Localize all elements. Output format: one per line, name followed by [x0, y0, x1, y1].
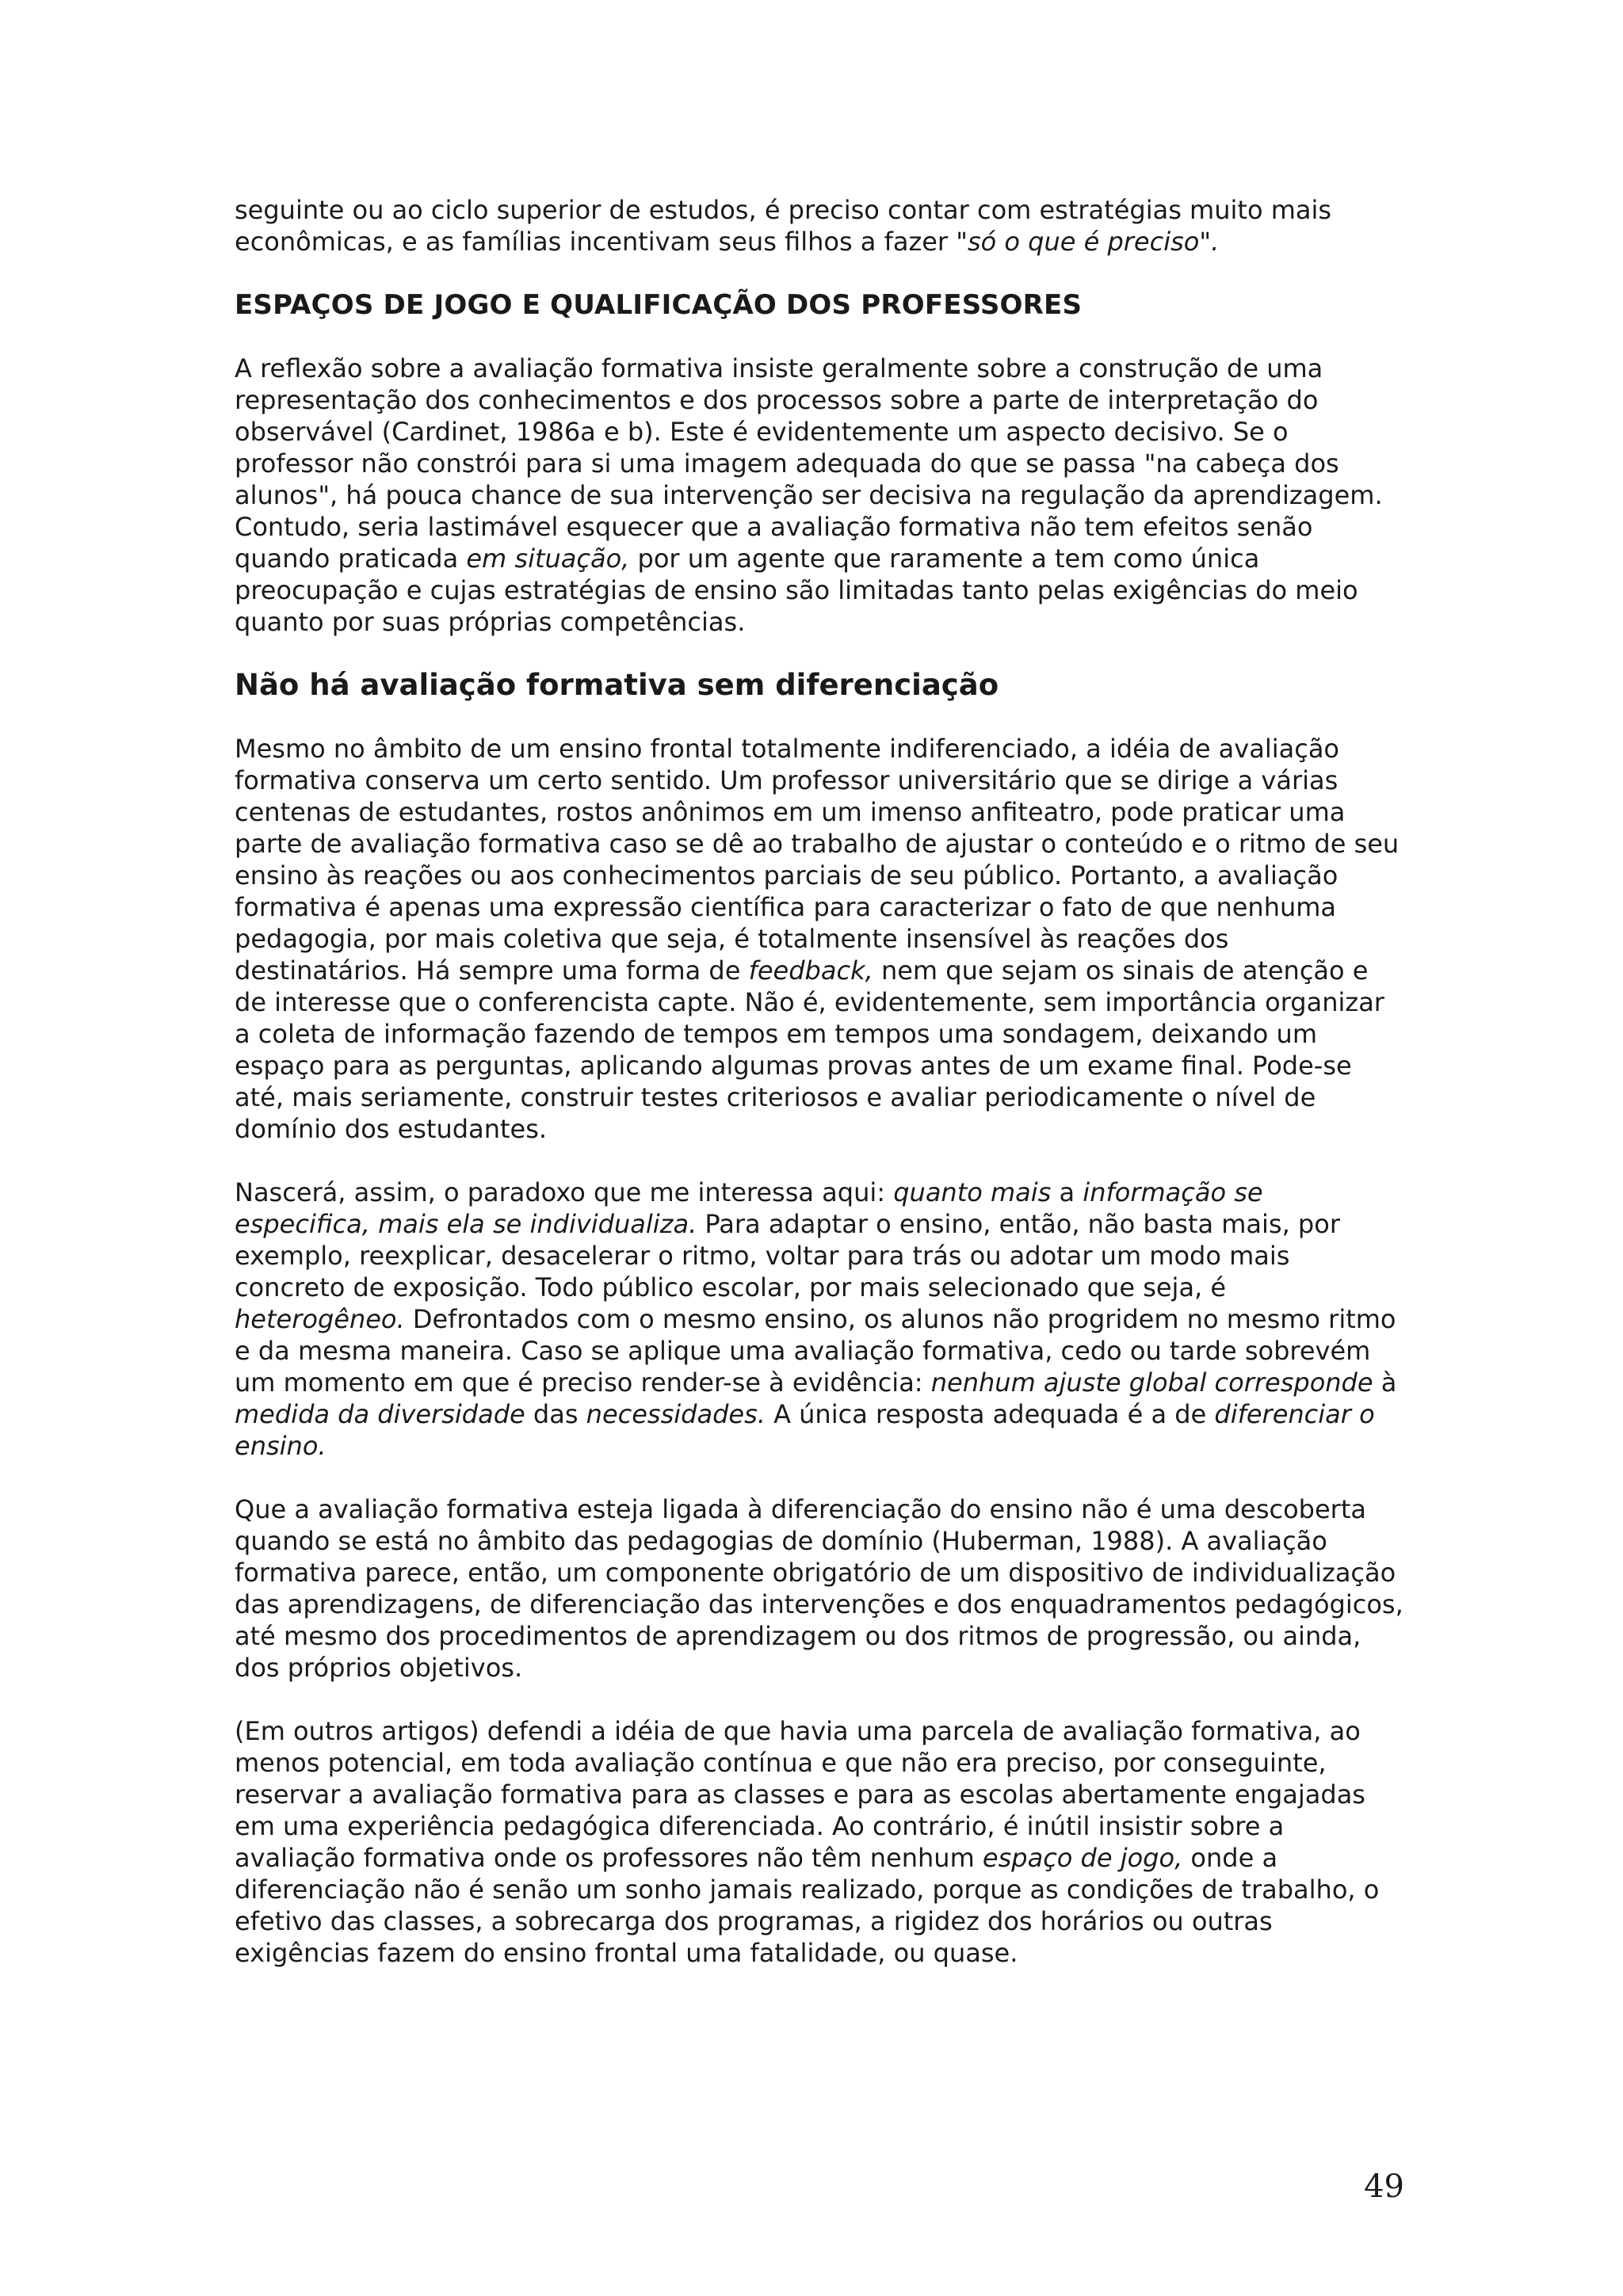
page-content: [235, 194, 1403, 1969]
text-segment: das: [525, 1399, 586, 1429]
subsection-heading: Não há avaliação formativa sem diferenciação: [235, 668, 999, 702]
text-segment: nem que sejam os sinais de atenção e de interesse que o conferencista capte. Não é, evidentemente, sem importância organizar a coleta de informação fazendo de tempos em tempos uma sondagem, deixando um espaço para as perguntas, aplicando algumas provas antes de um exame final. Pode-se até, mais seriamente, construir testes criteriosos e avaliar periodicamente o nível de domínio dos estudantes.: [235, 955, 1384, 1144]
body-paragraph-4: [235, 1715, 1403, 1969]
text-segment: A reflexão sobre a avaliação formativa insiste geralmente sobre a construção de uma representação dos conhecimentos e dos processos sobre a parte de interpretação do observável (Cardinet, 1986a e b). Este é evidentemente um aspecto decisivo. Se o professor não constrói para si uma imagem adequada do que se passa "na cabeça dos alunos", há pouca chance de sua intervenção ser decisiva na regulação da aprendizagem. Contudo, seria lastimável esquecer que a avaliação formativa não tem efeitos senão quando praticada: [235, 353, 1383, 574]
body-paragraph-1: [235, 733, 1403, 1145]
italic-text-segment: medida da diversidade: [235, 1399, 525, 1429]
italic-text-segment: informação se especifica, mais ela se individualiza.: [235, 1177, 1263, 1239]
text-segment: A única resposta adequada é a de: [765, 1399, 1215, 1429]
text-segment: (Em outros artigos) defendi a idéia de que havia uma parcela de avaliação formativa, ao menos potencial, em toda avaliação contínua e que não era preciso, por conseguinte, reservar a avaliação formativa para as classes e para as escolas abertamente engajadas em uma experiência pedagógica diferenciada. Ao contrário, é inútil insistir sobre a avaliação formativa onde os professores não têm nenhum: [235, 1716, 1365, 1873]
text-segment: Mesmo no âmbito de um ensino frontal totalmente indiferenciado, a idéia de avaliação formativa conserva um certo sentido. Um professor universitário que se dirige a várias centenas de estudantes, rostos anônimos em um imenso anfiteatro, pode praticar uma parte de avaliação formativa caso se dê ao trabalho de ajustar o conteúdo e o ritmo de seu ensino às reações ou aos conhecimentos parciais de seu público. Portanto, a avaliação formativa é apenas uma expressão científica para caracterizar o fato de que nenhuma pedagogia, por mais coletiva que seja, é totalmente insensível às reações dos destinatários. Há sempre uma forma de: [235, 734, 1400, 986]
italic-text-segment: feedback,: [748, 955, 873, 986]
section-paragraph: [235, 353, 1403, 638]
text-segment: Que a avaliação formativa esteja ligada à diferenciação do ensino não é uma descoberta quando se está no âmbito das pedagogias de domínio (Huberman, 1988). A avaliação formativa parece, então, um componente obrigatório de um dispositivo de individualização das aprendizagens, de diferenciação das intervenções e dos enquadramentos pedagógicos, até mesmo dos procedimentos de aprendizagem ou dos ritmos de progressão, ou ainda, dos próprios objetivos.: [235, 1494, 1403, 1683]
text-segment: à: [1373, 1367, 1397, 1398]
italic-text-segment: espaço de jogo,: [982, 1843, 1183, 1873]
italic-text-segment: quanto mais: [893, 1177, 1052, 1207]
italic-text-segment: heterogêneo.: [235, 1304, 405, 1334]
body-paragraph-3: [235, 1493, 1403, 1684]
body-paragraph-2: [235, 1177, 1403, 1462]
text-segment: seguinte ou ao ciclo superior de estudos, é preciso contar com estratégias muito mais econômicas, e as famílias incentivam seus filhos a fazer: [235, 195, 1332, 257]
italic-text-segment: necessidades.: [586, 1399, 766, 1429]
text-segment: a: [1051, 1177, 1083, 1207]
text-segment: onde a diferenciação não é senão um sonho jamais realizado, porque as condições de trabalho, o efetivo das classes, a sobrecarga dos programas, a rigidez dos horários ou outras exigências fazem do ensino frontal uma fatalidade, ou quase.: [235, 1843, 1380, 1968]
italic-text-segment: "só o que é preciso".: [956, 227, 1220, 257]
italic-text-segment: nenhum ajuste global corresponde: [930, 1367, 1373, 1398]
text-segment: Nascerá, assim, o paradoxo que me interessa aqui:: [235, 1177, 894, 1207]
intro-paragraph: [235, 194, 1403, 257]
section-heading: ESPAÇOS DE JOGO E QUALIFICAÇÃO DOS PROFESSORES: [235, 289, 1083, 321]
text-segment: Para adaptar o ensino, então, não basta mais, por exemplo, reexplicar, desacelerar o ritmo, voltar para trás ou adotar um modo mais concreto de exposição. Todo público escolar, por mais selecionado que seja, é: [235, 1209, 1340, 1302]
text-segment: por um agente que raramente a tem como única preocupação e cujas estratégias de ensino são limitadas tanto pelas exigências do meio quanto por suas próprias competências.: [235, 543, 1358, 637]
text-segment: Defrontados com o mesmo ensino, os alunos não progridem no mesmo ritmo e da mesma maneira. Caso se aplique uma avaliação formativa, cedo ou tarde sobrevém um momento em que é preciso render-se à evidência:: [235, 1304, 1396, 1398]
italic-text-segment: diferenciar o ensino.: [235, 1399, 1375, 1461]
italic-text-segment: em situação,: [466, 543, 630, 574]
page-number: 49: [1364, 2168, 1404, 2205]
